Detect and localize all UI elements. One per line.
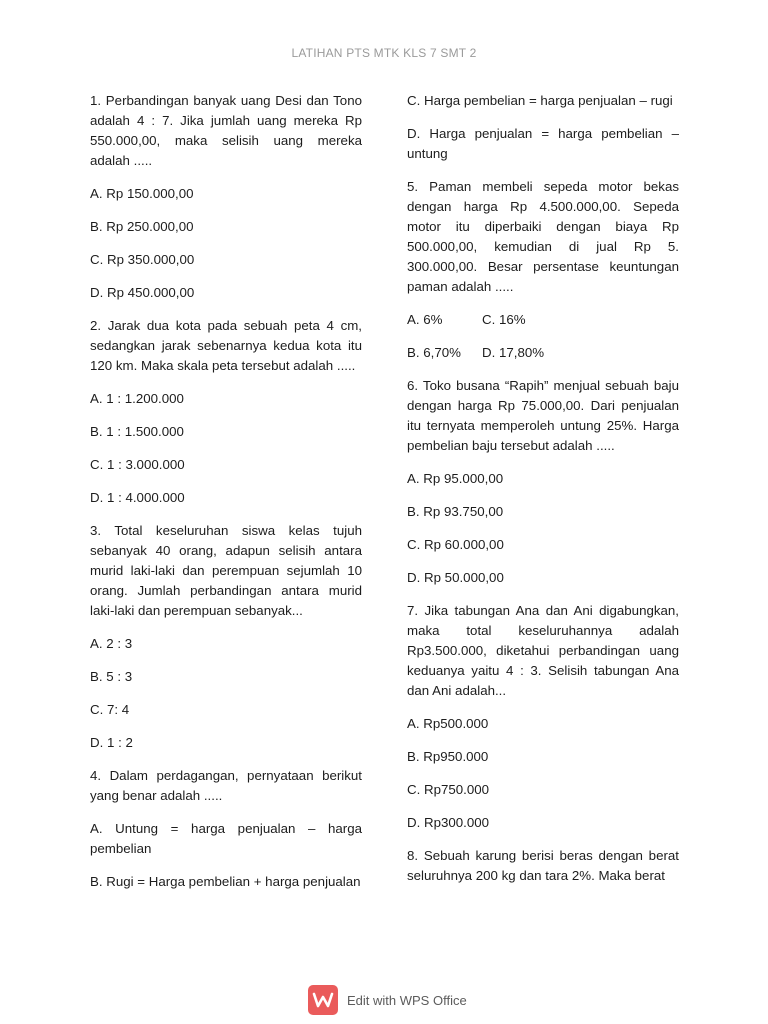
option: D. Rp300.000 — [407, 815, 490, 830]
option: D. 1 : 2 — [90, 735, 133, 750]
question-7: 7. Jika tabungan Ana dan Ani digabungkan, maka total keseluruhannya adalah Rp3.500.000, diketahui perbandingan uang keduanya yaitu 4 : 3. Selisih tabungan Ana dan Ani adalah... — [407, 603, 679, 698]
option: C. Rp 60.000,00 — [407, 537, 504, 552]
option: C. 16% — [482, 312, 526, 327]
option: B. Rugi = Harga pembelian + harga penjualan — [90, 874, 361, 889]
option: D. 1 : 4.000.000 — [90, 490, 185, 505]
question-4: 4. Dalam perdagangan, pernyataan berikut yang benar adalah ..... — [90, 768, 362, 803]
option: B. Rp950.000 — [407, 749, 489, 764]
option-row — [407, 310, 679, 330]
option: B. 1 : 1.500.000 — [90, 424, 184, 439]
right-column — [407, 91, 679, 899]
option: C. Rp 350.000,00 — [90, 252, 195, 267]
wps-edit-banner[interactable] — [308, 984, 467, 1016]
left-column — [90, 91, 362, 905]
option: A. Rp 150.000,00 — [90, 186, 194, 201]
question-6: 6. Toko busana “Rapih” menjual sebuah baju dengan harga Rp 75.000,00. Dari penjualan itu ternyata memperoleh untung 25%. Harga pembelian baju tersebut adalah ..... — [407, 378, 679, 453]
option: A. 2 : 3 — [90, 636, 133, 651]
option: B. Rp 250.000,00 — [90, 219, 194, 234]
option: B. 5 : 3 — [90, 669, 133, 684]
question-2: 2. Jarak dua kota pada sebuah peta 4 cm, sedangkan jarak sebenarnya kedua kota itu 120 km. Maka skala peta tersebut adalah ..... — [90, 318, 362, 373]
option: D. 17,80% — [482, 345, 545, 360]
page-header: LATIHAN PTS MTK KLS 7 SMT 2 — [291, 46, 477, 60]
option: B. 6,70% — [407, 345, 461, 360]
option: A. 6% — [407, 312, 443, 327]
option: C. Harga pembelian = harga penjualan – rugi — [407, 93, 673, 108]
question-5: 5. Paman membeli sepeda motor bekas dengan harga Rp 4.500.000,00. Sepeda motor itu diperbaiki dengan biaya Rp 500.000,00, kemudian di jual Rp 5. 300.000,00. Besar persentase keuntungan paman adalah ..... — [407, 179, 679, 294]
option-row — [407, 343, 679, 363]
option: D. Rp 450.000,00 — [90, 285, 195, 300]
option: C. 1 : 3.000.000 — [90, 457, 185, 472]
option: D. Harga penjualan = harga pembelian – untung — [407, 126, 679, 161]
option: A. Rp 95.000,00 — [407, 471, 504, 486]
question-3: 3. Total keseluruhan siswa kelas tujuh sebanyak 40 orang, adapun selisih antara murid laki-laki dan perempuan sejumlah 10 orang. Jumlah perbandingan antara murid laki-laki dan perempuan sebanyak... — [90, 523, 362, 618]
question-1: 1. Perbandingan banyak uang Desi dan Tono adalah 4 : 7. Jika jumlah uang mereka Rp 550.000,00, maka selisih uang mereka adalah ..... — [90, 93, 362, 168]
wps-logo-icon — [308, 985, 338, 1015]
question-8: 8. Sebuah karung berisi beras dengan berat seluruhnya 200 kg dan tara 2%. Maka berat — [407, 848, 679, 883]
option: A. 1 : 1.200.000 — [90, 391, 184, 406]
option: A. Untung = harga penjualan – harga pembelian — [90, 821, 362, 856]
option: C. 7: 4 — [90, 702, 130, 717]
option: C. Rp750.000 — [407, 782, 490, 797]
wps-edit-label[interactable]: Edit with WPS Office — [347, 992, 467, 1008]
option: B. Rp 93.750,00 — [407, 504, 504, 519]
option: A. Rp500.000 — [407, 716, 489, 731]
option: D. Rp 50.000,00 — [407, 570, 504, 585]
